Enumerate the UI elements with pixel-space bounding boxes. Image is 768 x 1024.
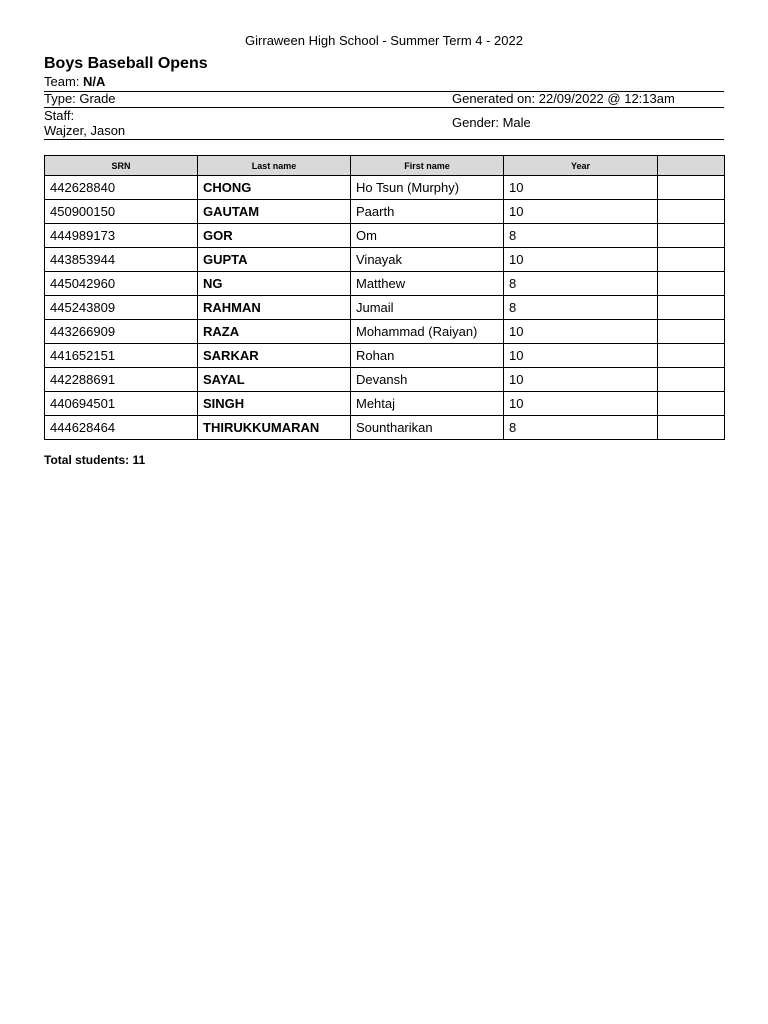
last-name-cell: THIRUKKUMARAN	[198, 416, 351, 440]
column-header-blank	[658, 156, 725, 176]
year-cell: 8	[504, 416, 658, 440]
blank-cell	[658, 200, 725, 224]
last-name-cell: GOR	[198, 224, 351, 248]
blank-cell	[658, 176, 725, 200]
table-row	[45, 248, 725, 272]
last-name-cell: GUPTA	[198, 248, 351, 272]
srn-cell: 444989173	[45, 224, 198, 248]
table-row	[45, 272, 725, 296]
column-header-last-name: Last name	[198, 156, 351, 176]
table-row	[45, 224, 725, 248]
team-line	[44, 74, 105, 89]
last-name-cell: SINGH	[198, 392, 351, 416]
year-cell: 8	[504, 296, 658, 320]
blank-cell	[658, 296, 725, 320]
first-name-cell: Rohan	[351, 344, 504, 368]
first-name-cell: Matthew	[351, 272, 504, 296]
column-header-year: Year	[504, 156, 658, 176]
year-cell: 10	[504, 320, 658, 344]
table-row	[45, 368, 725, 392]
year-cell: 8	[504, 272, 658, 296]
srn-cell: 443853944	[45, 248, 198, 272]
blank-cell	[658, 224, 725, 248]
srn-cell: 444628464	[45, 416, 198, 440]
column-header-srn: SRN	[45, 156, 198, 176]
page-header: Girraween High School - Summer Term 4 - 2022	[245, 33, 523, 48]
first-name-cell: Jumail	[351, 296, 504, 320]
year-cell: 10	[504, 200, 658, 224]
table-row	[45, 392, 725, 416]
first-name-cell: Paarth	[351, 200, 504, 224]
year-cell: 10	[504, 344, 658, 368]
year-cell: 10	[504, 368, 658, 392]
first-name-cell: Ho Tsun (Murphy)	[351, 176, 504, 200]
total-students: Total students: 11	[44, 453, 146, 467]
staff-name: Wajzer, Jason	[44, 123, 126, 138]
team-label: Team:	[44, 74, 80, 89]
blank-cell	[658, 320, 725, 344]
srn-cell: 443266909	[45, 320, 198, 344]
student-table	[44, 155, 725, 440]
table-header-row	[45, 156, 725, 176]
generated-label: Generated on: 22/09/2022 @ 12:13am	[452, 91, 675, 106]
table-body	[45, 176, 725, 440]
last-name-cell: SAYAL	[198, 368, 351, 392]
staff-label: Staff:	[44, 108, 75, 123]
srn-cell: 441652151	[45, 344, 198, 368]
team-value: N/A	[83, 74, 106, 89]
first-name-cell: Mohammad (Raiyan)	[351, 320, 504, 344]
first-name-cell: Devansh	[351, 368, 504, 392]
last-name-cell: RAHMAN	[198, 296, 351, 320]
column-header-first-name: First name	[351, 156, 504, 176]
blank-cell	[658, 344, 725, 368]
last-name-cell: NG	[198, 272, 351, 296]
type-label: Type: Grade	[44, 91, 116, 106]
srn-cell: 440694501	[45, 392, 198, 416]
table-row	[45, 416, 725, 440]
first-name-cell: Sountharikan	[351, 416, 504, 440]
first-name-cell: Om	[351, 224, 504, 248]
blank-cell	[658, 368, 725, 392]
year-cell: 10	[504, 392, 658, 416]
srn-cell: 445042960	[45, 272, 198, 296]
table-row	[45, 344, 725, 368]
blank-cell	[658, 248, 725, 272]
divider-middle	[44, 107, 724, 108]
gender-label: Gender: Male	[452, 115, 531, 130]
divider-bottom	[44, 139, 724, 140]
srn-cell: 442288691	[45, 368, 198, 392]
year-cell: 8	[504, 224, 658, 248]
last-name-cell: GAUTAM	[198, 200, 351, 224]
blank-cell	[658, 416, 725, 440]
table-row	[45, 200, 725, 224]
blank-cell	[658, 392, 725, 416]
srn-cell: 442628840	[45, 176, 198, 200]
last-name-cell: CHONG	[198, 176, 351, 200]
first-name-cell: Vinayak	[351, 248, 504, 272]
last-name-cell: RAZA	[198, 320, 351, 344]
report-title: Boys Baseball Opens	[44, 55, 208, 72]
table-row	[45, 176, 725, 200]
table-row	[45, 296, 725, 320]
last-name-cell: SARKAR	[198, 344, 351, 368]
srn-cell: 450900150	[45, 200, 198, 224]
table-row	[45, 320, 725, 344]
year-cell: 10	[504, 176, 658, 200]
year-cell: 10	[504, 248, 658, 272]
first-name-cell: Mehtaj	[351, 392, 504, 416]
srn-cell: 445243809	[45, 296, 198, 320]
blank-cell	[658, 272, 725, 296]
